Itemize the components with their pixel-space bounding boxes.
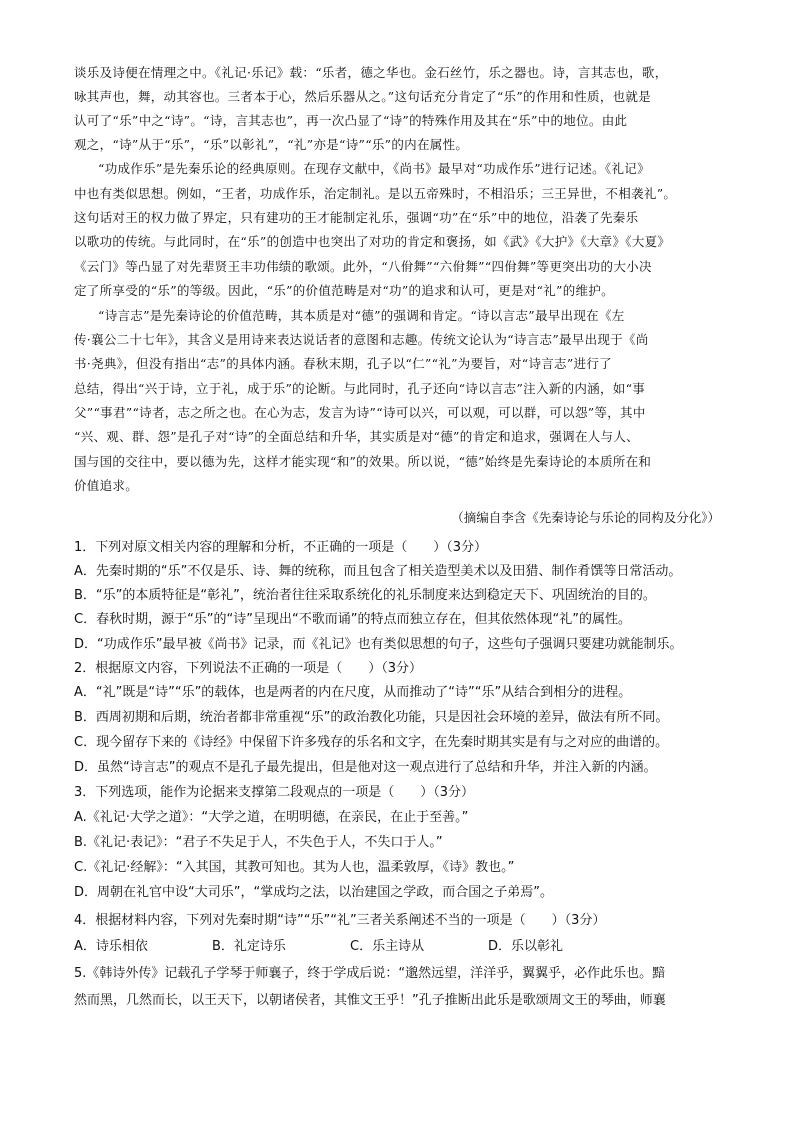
question-5-line-2: 然而黑，几然而长，以王天下，以朝诸侯者，其惟文王乎！”孔子推断出此乐是歌颂周文王的琴曲，师襄 xyxy=(74,993,666,1008)
question-2-option-d: D．虽然“诗言志”的观点不是孔子最先提出，但是他对这一观点进行了总结和升华，并注入新的内涵。 xyxy=(74,760,657,775)
question-3-option-a: A.《礼记·大学之道》：“大学之道，在明明德，在亲民，在止于至善。” xyxy=(74,810,469,825)
passage-line: “功成作乐”是先秦乐论的经典原则。在现存文献中，《尚书》最早对“功成作乐”进行记述。《礼记》 xyxy=(98,161,650,176)
question-3-option-b: B.《礼记·表记》：“君子不失足于人，不失色于人，不失口于人。” xyxy=(74,835,443,850)
question-1: 1．下列对原文相关内容的理解和分析，不正确的一项是（ ）（3分） xyxy=(74,540,488,555)
passage-line: 国与国的交往中，要以德为先，这样才能实现“和”的效果。所以说，“德”始终是先秦诗论的本质所在和 xyxy=(74,454,652,469)
question-3: 3．下列选项，能作为论据来支撑第二段观点的一项是（ ）（3分） xyxy=(74,785,475,800)
passage-line: “兴、观、群、怨”是孔子对“诗”的全面总结和升华，其实质是对“德”的肯定和追求，强调在人与人、 xyxy=(74,429,639,444)
passage-line: 传·襄公二十七年》，其含义是用诗来表达说话者的意图和志趣。传统文论认为“诗言志”最早出现于《尚 xyxy=(74,332,649,347)
passage-line: 《云门》等凸显了对先辈贤王丰功伟绩的歌颂。此外，“八佾舞”“六佾舞”“四佾舞”等更突出功的大小决 xyxy=(74,259,652,274)
passage-line: 咏其声也，舞，动其容也。三者本于心，然后乐器从之。”这句话充分肯定了“乐”的作用和性质，也就是 xyxy=(74,89,652,104)
question-2-option-b: B．西周初期和后期，统治者都非常重视“乐”的政治教化功能，只是因社会环境的差异，做法有所不同。 xyxy=(74,710,669,725)
question-5-line-1: 5.《韩诗外传》记载孔子学琴于师襄子，终于学成后说：“邈然远望，洋洋乎，翼翼乎，必作此乐也。黯 xyxy=(74,966,666,981)
passage-line: 总结，得出“兴于诗，立于礼，成于乐”的论断。与此同时，孔子还向“诗以言志”注入新的内涵，如“事 xyxy=(74,381,646,396)
passage-source: （摘编自李含《先秦诗论与乐论的同构及分化》） xyxy=(451,510,720,525)
passage-line: 价值追求。 xyxy=(74,478,139,493)
passage-line: 谈乐及诗便在情理之中。《礼记·乐记》载：“乐者，德之华也。金石丝竹，乐之器也。诗，言其志也，歌， xyxy=(74,65,668,80)
question-1-option-d: D．“功成作乐”最早被《尚书》记录，而《礼记》也有类似思想的句子，这些句子强调只要建功就能制乐。 xyxy=(74,637,683,652)
question-3-option-c: C.《礼记·经解》：“入其国，其教可知也。其为人也，温柔敦厚，《诗》教也。” xyxy=(74,860,515,875)
question-1-option-b: B．“乐”的本质特征是“彰礼”，统治者往往采取系统化的礼乐制度来达到稳定天下、巩固统治的目的。 xyxy=(74,588,656,603)
passage-line: 以歌功的传统。与此同时，在“乐”的创造中也突出了对功的肯定和褒扬，如《武》《大护》《大章》《大夏》 xyxy=(74,234,671,249)
passage-line: 书·尧典》，但没有指出“志”的具体内涵。春秋末期，孔子以“仁”“礼”为要旨，对“诗言志”进行了 xyxy=(74,356,612,371)
passage-line: 认可了“乐”中之“诗”。“诗，言其志也”，再一次凸显了“诗”的特殊作用及其在“乐”中的地位。由此 xyxy=(74,113,628,128)
passage-line: 这句话对王的权力做了界定，只有建功的王才能制定礼乐，强调“功”在“乐”中的地位，沿袭了先秦乐 xyxy=(74,210,639,225)
question-4-option-a: A．诗乐相依 xyxy=(74,939,148,954)
passage-line: 定了所享受的“乐”的等级。因此，“乐”的价值范畴是对“功”的追求和认可，更是对“礼”的维护。 xyxy=(74,283,614,298)
passage-line: 父”“事君”“诗者，志之所之也。在心为志，发言为诗”“诗可以兴，可以观，可以群，可以怨”等，其中 xyxy=(74,405,646,420)
question-2-option-c: C．现今留存下来的《诗经》中保留下许多残存的乐名和文字，在先秦时期其实是有与之对应的曲谱的。 xyxy=(74,735,669,750)
passage-line: 中也有类似思想。例如，“王者，功成作乐，治定制礼。是以五帝殊时，不相沿乐；三王异世，不相袭礼”。 xyxy=(74,186,677,201)
question-2-option-a: A．“礼”既是“诗”“乐”的载体，也是两者的内在尺度，从而推动了“诗”“乐”从结合到相分的进程。 xyxy=(74,685,632,700)
question-4-option-d: D．乐以彰礼 xyxy=(488,939,564,954)
question-2: 2．根据原文内容，下列说法不正确的一项是（ ）（3分） xyxy=(74,661,423,676)
question-4-options xyxy=(74,936,626,958)
question-4-option-b: B．礼定诗乐 xyxy=(212,939,286,954)
question-3-option-d: D．周朝在礼官中设“大司乐”，“掌成均之法，以治建国之学政，而合国之子弟焉”。 xyxy=(74,885,553,900)
question-1-option-c: C．春秋时期，源于“乐”的“诗”呈现出“不歌而诵”的特点而独立存在，但其依然体现“礼”的属性。 xyxy=(74,612,631,627)
question-4: 4．根据材料内容，下列对先秦时期“诗”“乐”“礼”三者关系阐述不当的一项是（ ）（3分） xyxy=(74,913,606,928)
passage-line: “诗言志”是先秦诗论的价值范畴，其本质是对“德”的强调和肯定。“诗以言志”最早出现在《左 xyxy=(98,308,625,323)
question-1-option-a: A．先秦时期的“乐”不仅是乐、诗、舞的统称，而且包含了相关造型美术以及田猎、制作肴馔等日常活动。 xyxy=(74,564,682,579)
passage-line: 观之，“诗”从于“乐”，“乐”以彰礼”，“礼”亦是“诗”“乐”的内在属性。 xyxy=(74,137,469,152)
question-4-option-c: C．乐主诗从 xyxy=(350,939,425,954)
